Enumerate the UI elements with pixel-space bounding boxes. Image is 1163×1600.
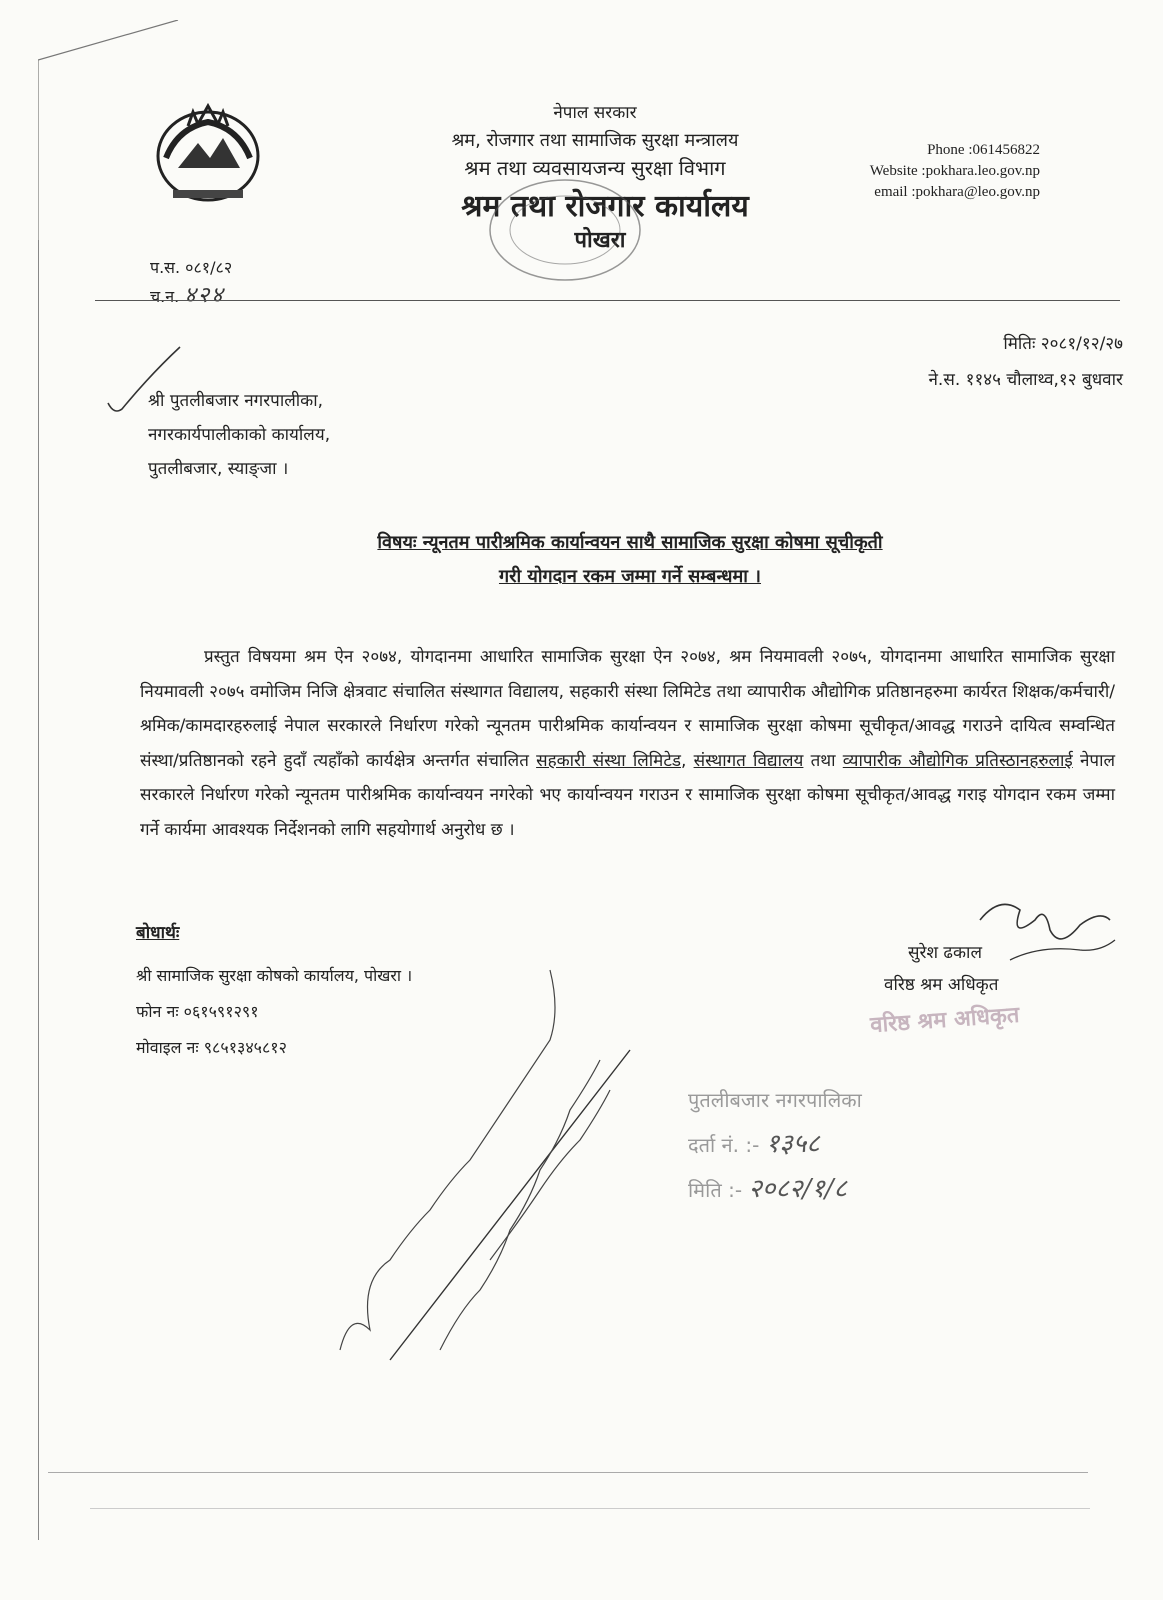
footer-divider-2 (90, 1508, 1090, 1509)
miti-line (688, 1167, 862, 1212)
office-city: पोखरा (574, 228, 626, 253)
cn-value: ४२४ (184, 283, 225, 308)
phone: Phone :061456822 (927, 142, 1040, 158)
contact-block (820, 140, 1040, 203)
darta-line (688, 1122, 862, 1167)
ps-line (150, 254, 232, 282)
website: Website :pokhara.leo.gov.np (869, 163, 1040, 179)
office-stamp-icon (480, 170, 650, 290)
subject-line-2: गरी योगदान रकम जम्मा गर्ने सम्बन्धमा । (498, 566, 762, 587)
registration-stamp (688, 1078, 862, 1212)
addressee-line-2: नगरकार्यपालीकाको कार्यालय, (148, 425, 331, 445)
page-edge (38, 240, 39, 1540)
signatory-name: सुरेश ढकाल (908, 943, 982, 963)
office-name: श्रम तथा रोजगार कार्यालय (461, 189, 749, 224)
body-part-3: तथा (803, 750, 843, 771)
addressee-line-1: श्री पुतलीबजार नगरपालीका, (148, 391, 324, 411)
miti-value: २०८२/१/८ (748, 1174, 848, 1204)
header-divider (95, 300, 1120, 301)
nepal-emblem-icon (148, 98, 268, 208)
registration-office: पुतलीबजार नगरपालिका (688, 1088, 862, 1112)
government-name: नेपाल सरकार (553, 103, 637, 123)
darta-value: १३५८ (765, 1129, 820, 1159)
body-underline-industries: व्यापारीक औद्योगिक प्रतिस्ठानहरुलाई (842, 750, 1073, 771)
subject-block (150, 526, 1110, 594)
nepal-sambat-date: ने.स. ११४५ चौलाथ्व,१२ बुधवार (928, 370, 1123, 390)
cc-line-1: श्री सामाजिक सुरक्षा कोषको कार्यालय, पोखरा । (136, 966, 413, 985)
body-part-4: नेपाल सरकारले निर्धारण गरेको न्यूनतम पारीश्रमिक कार्यान्वयन नगरेको भए कार्यान्वयन गराउन र सामाजिक सुरक्षा कोषमा सूचीकृत/आवद्ध गराइ योगदान रकम जम्मा गर्ने कार्यमा आवश्यक निर्देशनको लागि सहयोगार्थ अनुरोध छ । (140, 750, 1116, 840)
signatory-stamp: वरिष्ठ श्रम अधिकृत (869, 1002, 1021, 1039)
cc-heading: बोधार्थः (136, 923, 180, 943)
cn-line (150, 282, 232, 311)
cn-label: च.न. (150, 287, 180, 306)
darta-label: दर्ता नं. :- (688, 1133, 760, 1157)
reference-numbers (150, 254, 232, 311)
letter-date: मितिः २०८१/१२/२७ (1003, 334, 1123, 354)
miti-label: मिति :- (688, 1178, 743, 1202)
body-underline-cooperative: सहकारी संस्था लिमिटेड (536, 750, 681, 771)
body-underline-schools: संस्थागत विद्यालय (693, 750, 804, 771)
department-name: श्रम तथा व्यवसायजन्य सुरक्षा विभाग (464, 156, 726, 180)
body-part-2: , (680, 750, 694, 771)
ps-label: प.स. (150, 258, 181, 277)
ps-value: ०८१/८२ (185, 258, 233, 277)
ministry-name: श्रम, रोजगार तथा सामाजिक सुरक्षा मन्त्रालय (451, 130, 739, 151)
addressee-block (148, 384, 330, 486)
cc-line-3: मोवाइल नः ९८५१३४५८१२ (136, 1038, 287, 1057)
signatory-title: वरिष्ठ श्रम अधिकृत (884, 975, 999, 995)
email: email :pokhara@leo.gov.np (874, 184, 1040, 200)
signature-scribble-icon (950, 890, 1120, 980)
addressee-line-3: पुतलीबजार, स्याङ्जा । (148, 459, 289, 479)
date-block (928, 326, 1123, 398)
cc-line-2: फोन नः ०६१५९१२९१ (136, 1002, 259, 1021)
footer-divider (48, 1472, 1088, 1473)
letter-body (140, 640, 1115, 847)
subject-line-1: विषयः न्यूनतम पारीश्रमिक कार्यान्वयन साथै सामाजिक सुरक्षा कोषमा सूचीकृती (377, 532, 883, 553)
handwritten-receipt-note-icon (300, 930, 640, 1390)
body-part-1: प्रस्तुत विषयमा श्रम ऐन २०७४, योगदानमा आधारित सामाजिक सुरक्षा ऐन २०७४, श्रम नियमावली २०७५, योगदानमा आधारित सामाजिक सुरक्षा नियमावली २०७५ वमोजिम निजि क्षेत्रवाट संचालित संस्थागत विद्यालय, सहकारी संस्था लिमिटेड तथा व्यापारीक औद्योगिक प्रतिष्ठानहरुमा कार्यरत शिक्षक/कर्मचारी/श्रमिक/कामदारहरुलाई नेपाल सरकारले निर्धारण गरेको न्यूनतम पारीश्रमिक कार्यान्वयन र सामाजिक सुरक्षा कोषमा सूचीकृत/आवद्ध गराउने दायित्व सम्वन्धित संस्था/प्रतिष्ठानको रहने हुदाँ त्यहाँको कार्यक्षेत्र अन्तर्गत संचालित (140, 647, 1115, 771)
